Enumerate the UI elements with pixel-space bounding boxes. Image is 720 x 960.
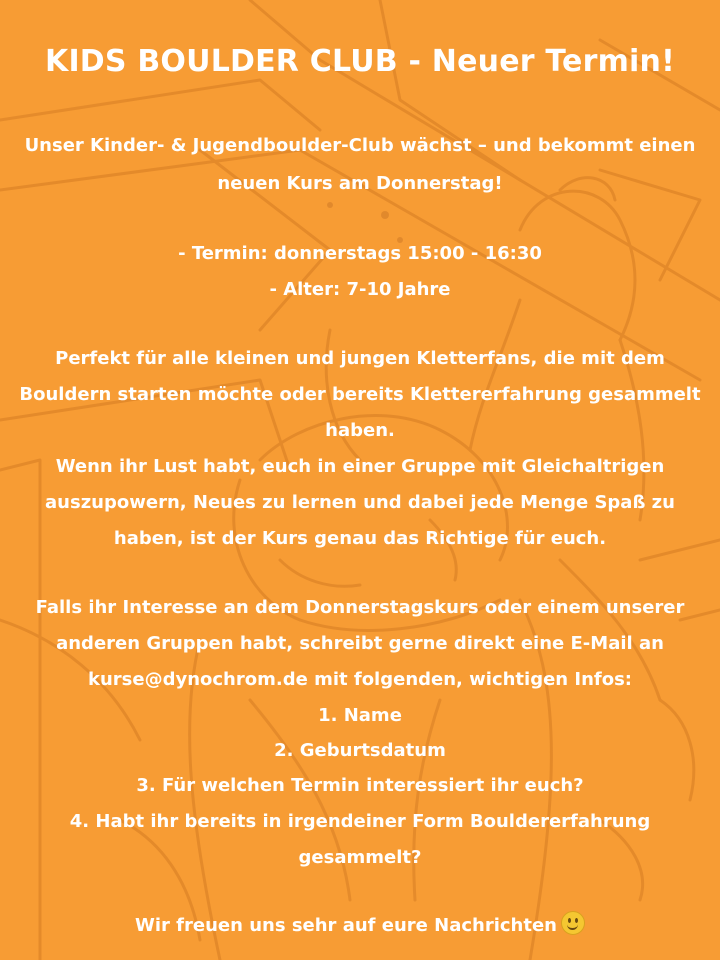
closing-line (0, 908, 720, 944)
detail-alter: - Alter: 7-10 Jahre (269, 279, 451, 300)
closing-text: Wir freuen uns sehr auf eure Nachrichten (135, 915, 557, 936)
email-info-line: kurse@dynochrom.de mit folgenden, wichtigen Infos: (88, 669, 632, 690)
paragraph1-line: haben, ist der Kurs genau das Richtige für euch. (113, 528, 607, 549)
info-item-name: 1. Name (318, 705, 402, 726)
paragraph1-line: haben. (325, 420, 395, 441)
announcement-title: KIDS BOULDER CLUB - Neuer Termin! (45, 44, 675, 79)
smiley-icon (561, 911, 585, 935)
intro-line: Unser Kinder- & Jugendboulder-Club wächst – und bekommt einen (24, 135, 696, 156)
paragraph1-line: Perfekt für alle kleinen und jungen Kletterfans, die mit dem (55, 348, 665, 369)
info-item-termin: 3. Für welchen Termin interessiert ihr euch? (136, 775, 584, 796)
paragraph1-line: Wenn ihr Lust habt, euch in einer Gruppe mit Gleichaltrigen (55, 456, 665, 477)
info-item-experience-cont: gesammelt? (298, 847, 422, 868)
paragraph2-line: Falls ihr Interesse an dem Donnerstagskurs oder einem unserer (35, 597, 685, 618)
paragraph1-line: auszupowern, Neues zu lernen und dabei jede Menge Spaß zu (45, 492, 675, 513)
paragraph2-line: anderen Gruppen habt, schreibt gerne direkt eine E-Mail an (56, 633, 664, 654)
info-item-experience: 4. Habt ihr bereits in irgendeiner Form Bouldererfahrung (69, 811, 651, 832)
paragraph1-line: Bouldern starten möchte oder bereits Klettererfahrung gesammelt (19, 384, 701, 405)
detail-termin: - Termin: donnerstags 15:00 - 16:30 (178, 243, 542, 264)
info-item-birthdate: 2. Geburtsdatum (274, 740, 446, 761)
intro-line: neuen Kurs am Donnerstag! (217, 173, 503, 194)
